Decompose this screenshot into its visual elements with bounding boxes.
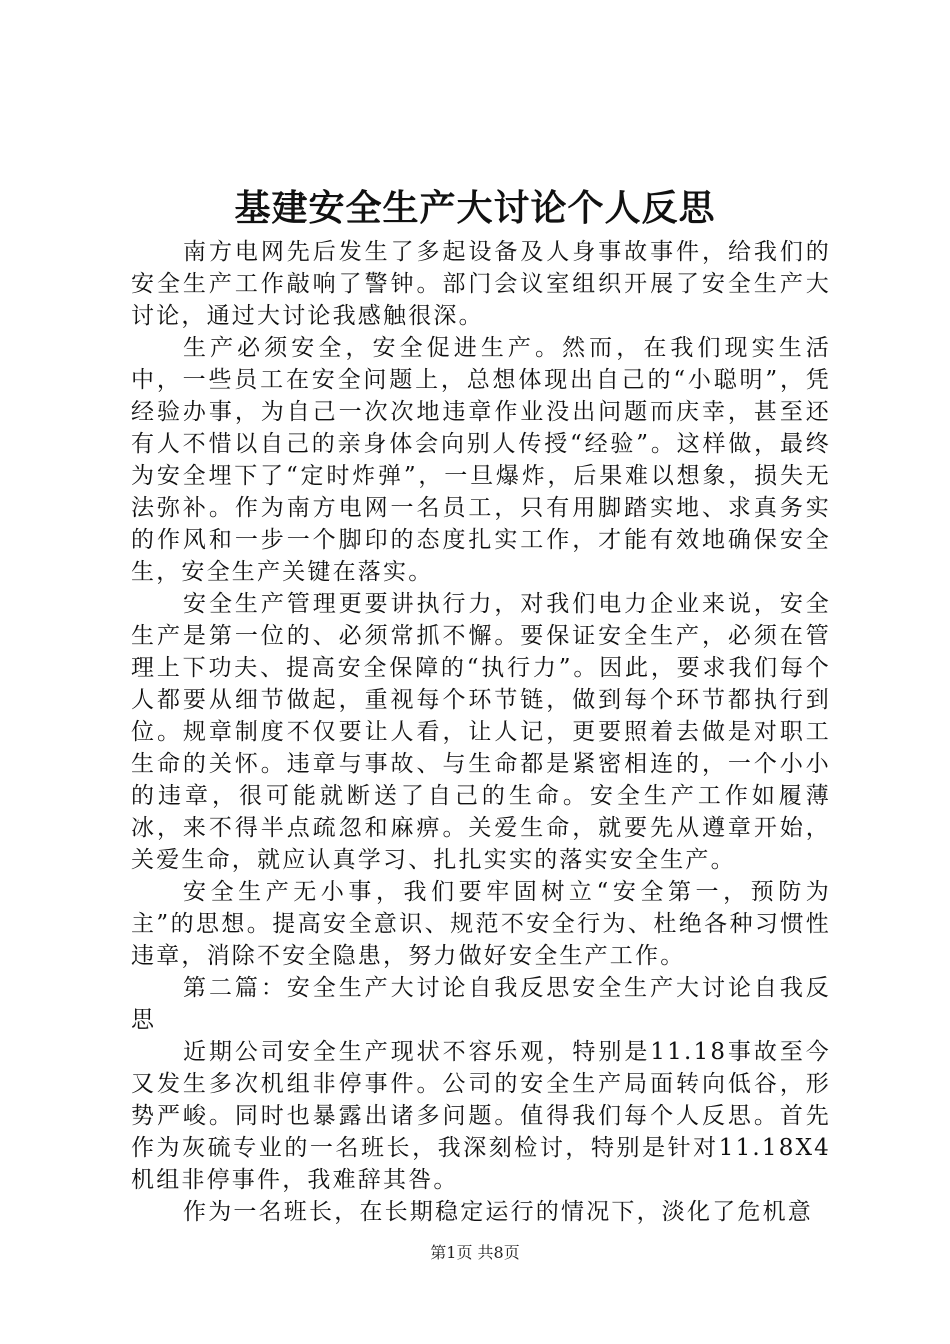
paragraph-safety-production: 生产必须安全，安全促进生产。然而，在我们现实生活中，一些员工在安全问题上，总想体现出自己的“小聪明”，凭经验办事，为自己一次次地违章作业没出问题而庆幸，甚至还有人不惜以自己的亲身体会向别人传授“经验”。这样做，最终为安全埋下了“定时炸弹”，一旦爆炸，后果难以想象，损失无法弥补。作为南方电网一名员工，只有用脚踏实地、求真务实的作风和一步一个脚印的态度扎实工作，才能有效地确保安全生，安全生产关键在落实。 xyxy=(131,335,831,585)
paragraph-safety-first: 安全生产无小事，我们要牢固树立“安全第一，预防为主”的思想。提高安全意识、规范不安全行为、杜绝各种习惯性违章，消除不安全隐患，努力做好安全生产工作。 xyxy=(131,879,831,969)
document-body xyxy=(131,236,831,1228)
paragraph-team-leader: 作为一名班长，在长期稳定运行的情况下，淡化了危机意 xyxy=(183,1199,813,1225)
page-number-footer: 第1页 共8页 xyxy=(430,1243,520,1262)
paragraph-recent-status: 近期公司安全生产现状不容乐观，特别是11.18事故至今又发生多次机组非停事件。公司的安全生产局面转向低谷，形势严峻。同时也暴露出诸多问题。值得我们每个人反思。首先作为灰硫专业的一名班长，我深刻检讨，特别是针对11.18X4机组非停事件，我难辞其咎。 xyxy=(131,1039,831,1193)
document-title: 基建安全生产大讨论个人反思 xyxy=(234,187,716,229)
paragraph-second-chapter-heading: 第二篇：安全生产大讨论自我反思安全生产大讨论自我反思 xyxy=(131,975,831,1033)
paragraph-execution: 安全生产管理更要讲执行力，对我们电力企业来说，安全生产是第一位的、必须常抓不懈。要保证安全生产，必须在管理上下功夫、提高安全保障的“执行力”。因此，要求我们每个人都要从细节做起，重视每个环节链，做到每个环节都执行到位。规章制度不仅要让人看，让人记，更要照着去做是对职工生命的关怀。违章与事故、与生命都是紧密相连的，一个小小的违章，很可能就断送了自己的生命。安全生产工作如履薄冰，来不得半点疏忽和麻痹。关爱生命，就要先从遵章开始，关爱生命，就应认真学习、扎扎实实的落实安全生产。 xyxy=(131,591,831,873)
paragraph-intro: 南方电网先后发生了多起设备及人身事故事件，给我们的安全生产工作敲响了警钟。部门会议室组织开展了安全生产大讨论，通过大讨论我感触很深。 xyxy=(131,239,831,329)
